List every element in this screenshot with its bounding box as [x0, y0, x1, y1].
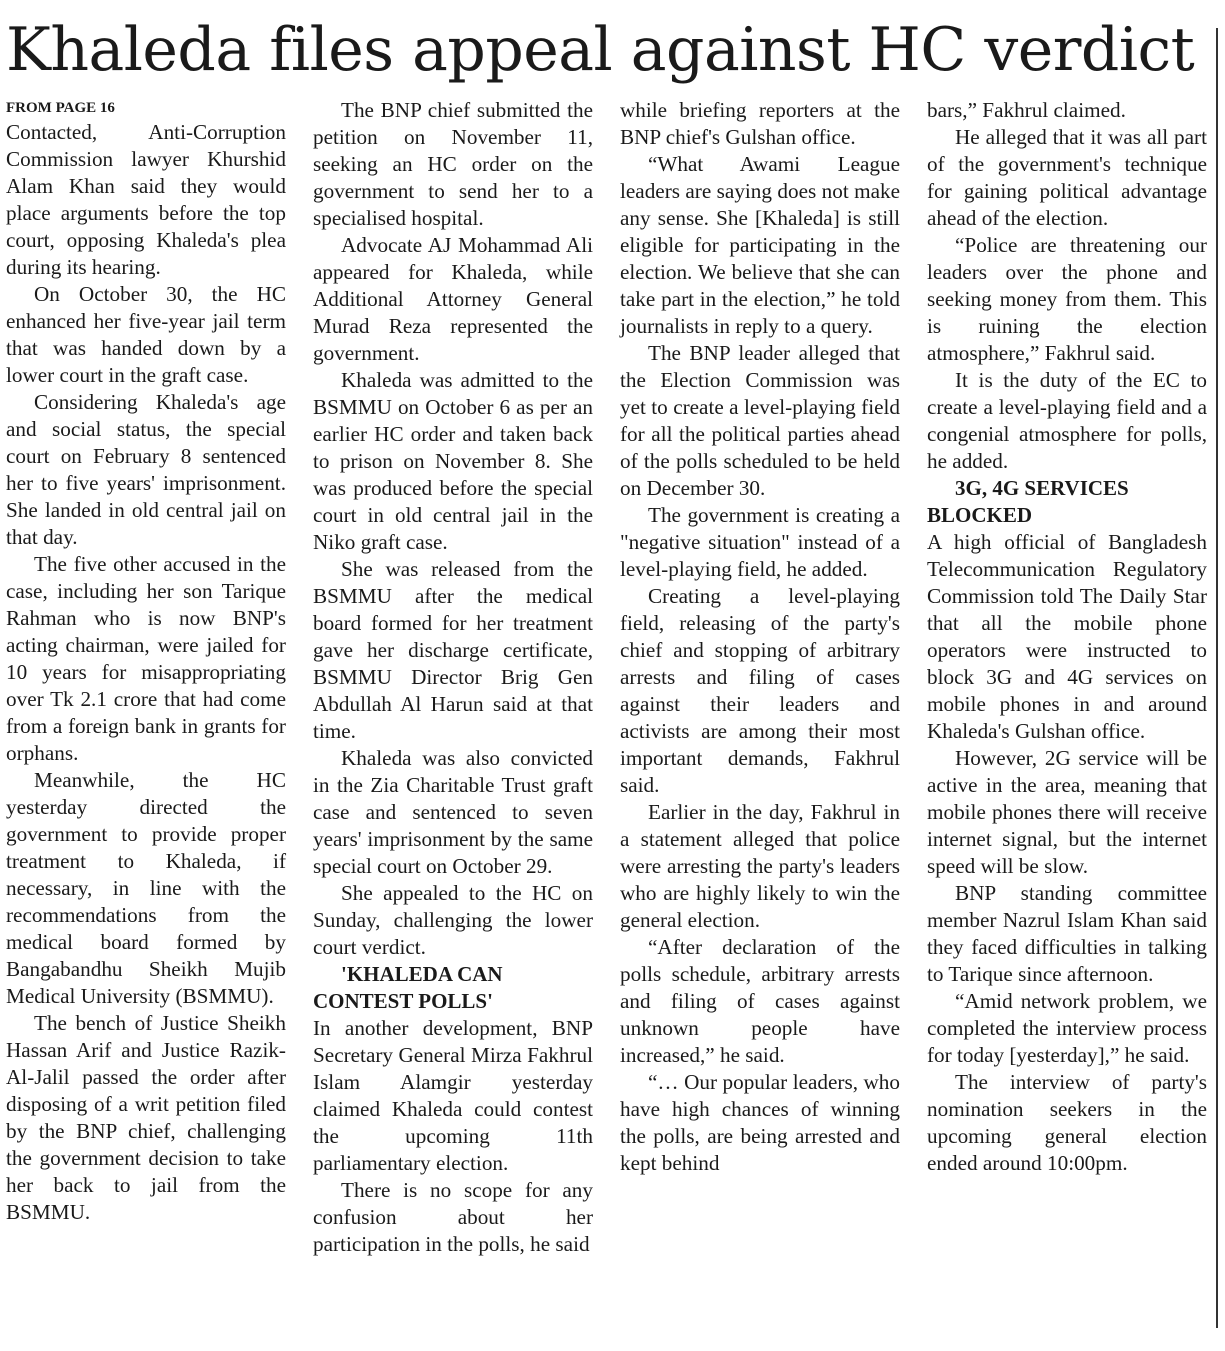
paragraph: However, 2G service will be active in the area, meaning that mobile phones there will receive internet signal, but the internet speed will be slow. [927, 746, 1207, 878]
column-3 [620, 97, 900, 1177]
paragraph: while briefing reporters at the BNP chief's Gulshan office. [620, 98, 900, 149]
paragraph: “After declaration of the polls schedule, arbitrary arrests and filing of cases against unknown people have increased,” he said. [620, 935, 900, 1067]
subheading: 3G, 4G SERVICES BLOCKED [927, 476, 1129, 527]
paragraph: She appealed to the HC on Sunday, challenging the lower court verdict. [313, 881, 593, 959]
column-2 [313, 97, 593, 1258]
paragraph: Contacted, Anti-Corruption Commission lawyer Khurshid Alam Khan said they would place arguments before the top court, opposing Khaleda's plea during its hearing. [6, 120, 286, 279]
column-4 [927, 97, 1207, 1177]
paragraph: bars,” Fakhrul claimed. [927, 98, 1126, 122]
paragraph: The BNP leader alleged that the Election Commission was yet to create a level-playing field for all the political parties ahead of the polls scheduled to be held on December 30. [620, 341, 900, 500]
kicker: FROM PAGE 16 [6, 100, 115, 116]
paragraph: He alleged that it was all part of the government's technique for gaining political advantage ahead of the election. [927, 125, 1207, 230]
paragraph: Meanwhile, the HC yesterday directed the government to provide proper treatment to Khaleda, if necessary, in line with the recommendations from the medical board formed by Bangabandhu Sheikh Mujib Medical University (BSMMU). [6, 768, 286, 1008]
paragraph: Considering Khaleda's age and social status, the special court on February 8 sentenced her to five years' imprisonment. She landed in old central jail on that day. [6, 390, 286, 549]
paragraph: The five other accused in the case, including her son Tarique Rahman who is now BNP's acting chairman, were jailed for 10 years for misappropriating over Tk 2.1 crore that had come from a foreign bank in grants for orphans. [6, 552, 286, 765]
paragraph: Creating a level-playing field, releasing of the party's chief and stopping of arbitrary arrests and filing of cases against their leaders and activists are among their most important demands, Fakhrul said. [620, 584, 900, 797]
paragraph: She was released from the BSMMU after the medical board formed for her treatment gave her discharge certificate, BSMMU Director Brig Gen Abdullah Al Harun said at that time. [313, 557, 593, 743]
paragraph: Khaleda was admitted to the BSMMU on October 6 as per an earlier HC order and taken back to prison on November 8. She was produced before the special court in old central jail in the Niko graft case. [313, 368, 593, 554]
paragraph: The bench of Justice Sheikh Hassan Arif and Justice Razik-Al-Jalil passed the order after disposing of a writ petition filed by the BNP chief, challenging the government decision to take her back to jail from the BSMMU. [6, 1011, 286, 1224]
paragraph: On October 30, the HC enhanced her five-year jail term that was handed down by a lower court in the graft case. [6, 282, 286, 387]
paragraph: “Amid network problem, we completed the interview process for today [yesterday],” he said. [927, 989, 1207, 1067]
paragraph: The BNP chief submitted the petition on November 11, seeking an HC order on the government to send her to a specialised hospital. [313, 98, 593, 230]
paragraph: “… Our popular leaders, who have high chances of winning the polls, are being arrested and kept behind [620, 1070, 900, 1175]
paragraph: Advocate AJ Mohammad Ali appeared for Khaleda, while Additional Attorney General Murad Reza represented the government. [313, 233, 593, 365]
subheading: 'KHALEDA CAN CONTEST POLLS' [313, 962, 503, 1013]
column-1 [6, 97, 286, 1226]
paragraph: Earlier in the day, Fakhrul in a statement alleged that police were arresting the party's leaders who are highly likely to win the general election. [620, 800, 900, 932]
paragraph: In another development, BNP Secretary General Mirza Fakhrul Islam Alamgir yesterday claimed Khaleda could contest the upcoming 11th parliamentary election. [313, 1016, 593, 1175]
column-rule [1216, 28, 1218, 1328]
paragraph: Khaleda was also convicted in the Zia Charitable Trust graft case and sentenced to seven years' imprisonment by the same special court on October 29. [313, 746, 593, 878]
paragraph: The interview of party's nomination seekers in the upcoming general election ended around 10:00pm. [927, 1070, 1207, 1175]
paragraph: A high official of Bangladesh Telecommunication Regulatory Commission told The Daily Star that all the mobile phone operators were instructed to block 3G and 4G services on mobile phones in and around Khaleda's Gulshan office. [927, 530, 1207, 743]
paragraph: “Police are threatening our leaders over the phone and seeking money from them. This is ruining the election atmosphere,” Fakhrul said. [927, 233, 1207, 365]
paragraph: There is no scope for any confusion about her participation in the polls, he said [313, 1178, 593, 1256]
headline: Khaleda files appeal against HC verdict [6, 15, 1195, 85]
paragraph: The government is creating a "negative situation" instead of a level-playing field, he added. [620, 503, 900, 581]
paragraph: BNP standing committee member Nazrul Islam Khan said they faced difficulties in talking to Tarique since afternoon. [927, 881, 1207, 986]
paragraph: “What Awami League leaders are saying does not make any sense. She [Khaleda] is still eligible for participating in the election. We believe that she can take part in the election,” he told journalists in reply to a query. [620, 152, 900, 338]
paragraph: It is the duty of the EC to create a level-playing field and a congenial atmosphere for polls, he added. [927, 368, 1207, 473]
